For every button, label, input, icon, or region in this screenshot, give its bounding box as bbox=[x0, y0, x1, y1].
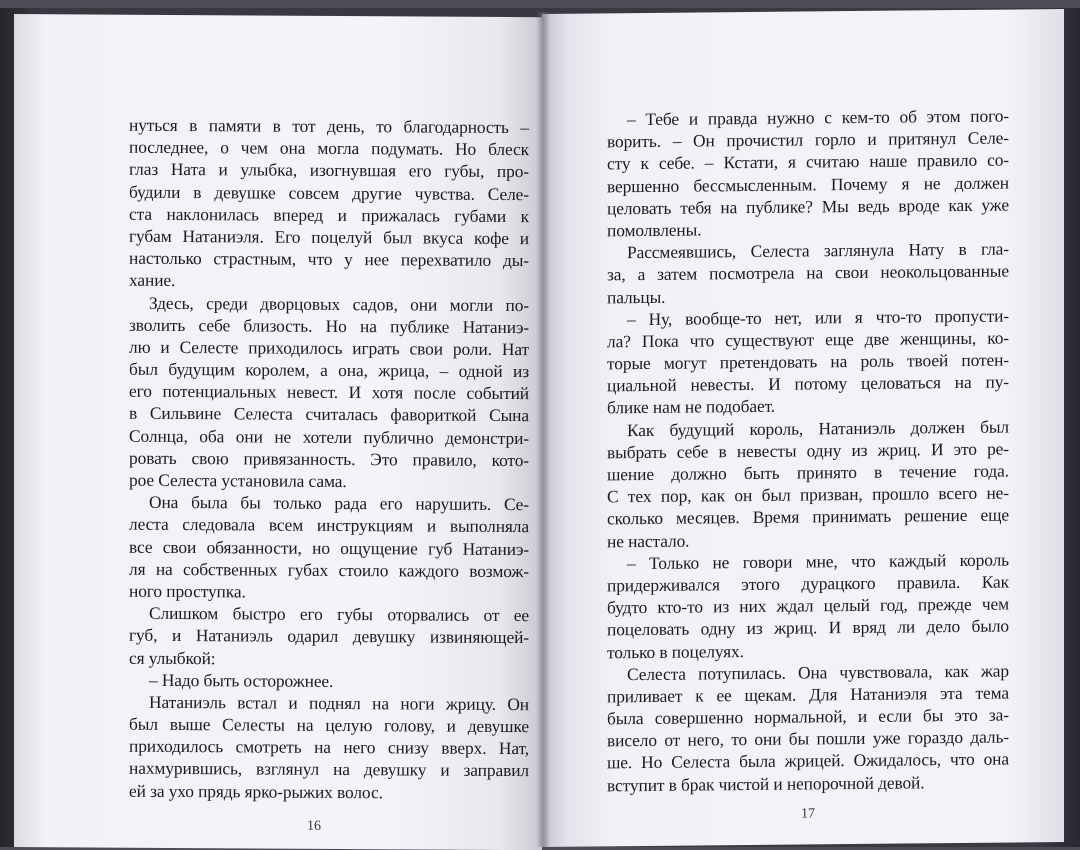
text-line: циальной невесты. И потому целоваться на пу- bbox=[607, 371, 1009, 396]
text-line: его потенциальных невест. И хотя после событий bbox=[129, 380, 529, 404]
text-line: был будущим королем, а она, жрица, – одной из bbox=[129, 358, 529, 382]
text-line: – Надо быть осторожнее. bbox=[149, 669, 334, 691]
text-line: приходилось смотреть на него снизу вверх. Нат, bbox=[129, 735, 529, 759]
text-line: сту к себе. – Кстати, я считаю наше правило со- bbox=[607, 149, 1009, 174]
text-line: ся улыбкой: bbox=[129, 647, 216, 668]
text-line: нахмурившись, взглянул на девушку и заправил bbox=[129, 758, 529, 781]
text-line: все свои обязанности, но ощущение губ Натаниэ- bbox=[129, 536, 529, 559]
text-line: вершенно бессмысленным. Почему я не должен bbox=[607, 172, 1009, 196]
text-line: Как будущий король, Натаниэль должен был bbox=[627, 416, 1009, 440]
text-line: будто кто-то из них ждал целый год, прежде чем bbox=[607, 593, 1009, 618]
text-line: выбрать себе в невесты одну из жриц. И это ре- bbox=[607, 438, 1009, 463]
text-line: зволить себе близость. Но на публике Натаниэ- bbox=[129, 314, 529, 337]
text-line: ла? Пока что существуют еще две женщины, ко- bbox=[607, 327, 1009, 352]
right-page-number: 17 bbox=[801, 806, 815, 822]
text-line: С тех пор, как он был призван, прошло всего не- bbox=[607, 482, 1009, 507]
text-line: нуться в памяти в тот день, то благодарность – bbox=[129, 114, 529, 138]
text-line: Слишком быстро его губы оторвались от ее bbox=[149, 602, 529, 626]
text-line: Здесь, среди дворцовых садов, они могли по- bbox=[149, 292, 529, 315]
text-line: ного проступка. bbox=[129, 580, 246, 602]
text-line: ей за ухо прядь ярко-рыжих волос. bbox=[129, 780, 383, 802]
text-line: ста наклонилась вперед и прижалась губами к bbox=[129, 203, 529, 226]
text-line: шение должно быть принято в течение года. bbox=[607, 460, 1009, 485]
left-page-text bbox=[129, 114, 529, 804]
text-line: ше. Но Селеста была жрицей. Ожидалось, что она bbox=[607, 748, 1009, 773]
text-line: в Сильвине Селеста считалась фавориткой Сына bbox=[129, 403, 529, 426]
text-line: Рассмеявшись, Селеста заглянула Нату в гла- bbox=[627, 238, 1009, 263]
text-line: хание. bbox=[129, 270, 176, 291]
text-line: придерживался этого дурацкого правила. Как bbox=[607, 571, 1009, 596]
text-line: леста следовала всем инструкциям и выполняла bbox=[129, 514, 529, 537]
text-line: Натаниэль встал и поднял на ноги жрицу. Он bbox=[149, 691, 529, 715]
text-line: за, а затем посмотрела на свои неокольцованные bbox=[607, 260, 1009, 285]
text-line: – Тебе и правда нужно с кем-то об этом пого- bbox=[627, 105, 1009, 130]
text-line: будили в девушке совсем другие чувства. Селе- bbox=[129, 181, 529, 204]
text-line: губам Натаниэля. Его поцелуй был вкуса кофе и bbox=[129, 225, 529, 249]
text-line: последнее, о чем она могла подумать. Но блеск bbox=[129, 136, 529, 160]
text-line: ровать свою привязанность. Это правило, кото- bbox=[129, 447, 529, 470]
text-line: помолвлены. bbox=[607, 219, 702, 241]
text-line: ворить. – Он прочистил горло и притянул Селе- bbox=[607, 127, 1009, 152]
text-line: поцеловать одну из жриц. И вряд ли дело было bbox=[607, 615, 1009, 640]
text-line: торые могут претендовать на роль твоей потен- bbox=[607, 349, 1009, 374]
text-line: – Ну, вообще-то нет, или я что-то пропусти- bbox=[627, 305, 1009, 329]
text-line: – Только не говори мне, что каждый король bbox=[627, 549, 1009, 573]
text-line: не настало. bbox=[607, 530, 690, 551]
text-line: Селеста потупилась. Она чувствовала, как жар bbox=[627, 660, 1009, 684]
text-line: Она была бы только рада его нарушить. Се- bbox=[149, 492, 529, 515]
text-line: рое Селеста установила сама. bbox=[129, 469, 347, 492]
text-line: вступит в брак чистой и непорочной девой. bbox=[607, 771, 925, 796]
text-line: пальцы. bbox=[607, 286, 666, 307]
text-line: Солнца, оба они не хотели публично демонстри- bbox=[129, 425, 529, 448]
right-page-text bbox=[607, 105, 1009, 797]
right-page bbox=[542, 9, 1064, 847]
text-line: приливает к ее щекам. Для Натаниэля эта тема bbox=[607, 682, 1009, 707]
text-line: была совершенно нормальной, и если бы это за- bbox=[607, 704, 1009, 729]
book-gutter bbox=[536, 12, 550, 847]
text-line: блике нам не подобает. bbox=[607, 396, 776, 418]
text-line: лю и Селесте приходилось играть свои роли. Нат bbox=[129, 336, 529, 360]
text-line: висело от него, то они бы пошли уже гораздо даль- bbox=[607, 726, 1009, 751]
text-line: настолько страстным, что у нее перехватило ды- bbox=[129, 247, 529, 271]
text-line: глаз Ната и улыбка, изогнувшая его губы, про- bbox=[129, 159, 529, 182]
text-line: целовать тебя на публике? Мы ведь вроде как уже bbox=[607, 194, 1009, 219]
left-page bbox=[14, 14, 542, 850]
text-line: губ, и Натаниэль одарил девушку извиняющей- bbox=[129, 625, 529, 648]
text-line: был выше Селесты на целую голову, и девушке bbox=[129, 713, 529, 737]
text-line: сколько месяцев. Время принимать решение еще bbox=[607, 504, 1009, 529]
text-line: ля на собственных губах стоило каждого возмож- bbox=[129, 558, 529, 581]
left-page-number: 16 bbox=[307, 818, 321, 834]
text-line: только в поцелуях. bbox=[607, 640, 744, 662]
